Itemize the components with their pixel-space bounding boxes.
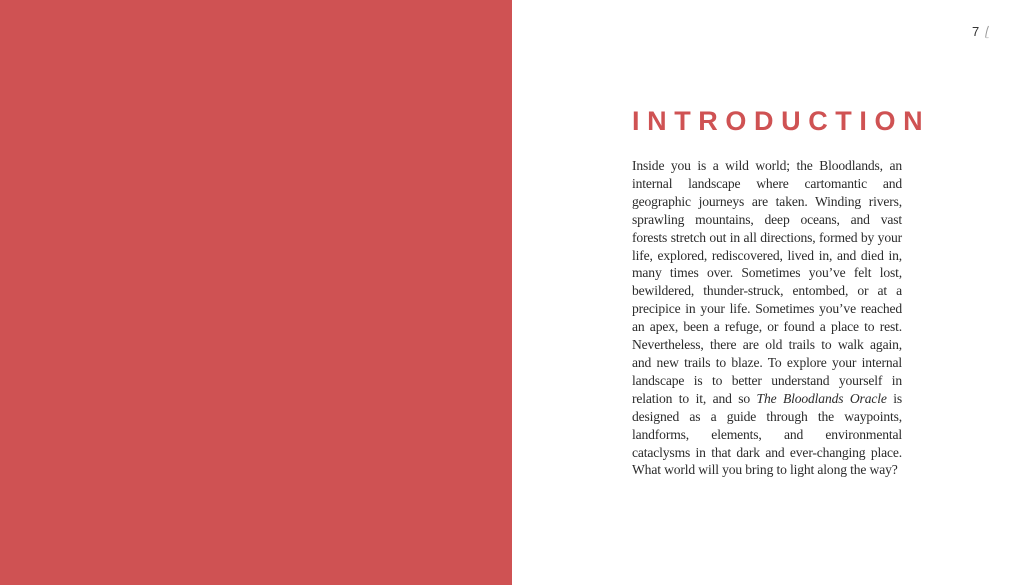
page-number: 7: [972, 24, 980, 39]
book-title: The Bloodlands Oracle: [756, 390, 887, 406]
paragraph-text-start: Inside you is a wild world; the Bloodlands, an internal landscape where cartomantic and geographic journeys are taken. Winding rivers, sprawling mountains, deep oceans, and vast forests stretch out in all directions, formed by your life, explored, rediscovered, lived in, and died in, many times over. Sometimes you’ve felt lost, bewildered, thunder-struck, entombed, or at a precipice in your life. Sometimes you’ve reached an apex, been a refuge, or found a place to rest. Nevertheless, there are old trails to walk again, and new trails to blaze. To explore your internal landscape is to better understand yourself in relation to it, and so: [632, 158, 902, 406]
introduction-paragraph: [632, 157, 902, 479]
page-title: INTRODUCTION: [632, 106, 931, 136]
paragraph-text-end: is designed as a guide through the waypoints, landforms, elements, and environmental cataclysms in that dark and ever-changing place. What world will you bring to light along the way?: [632, 390, 902, 478]
pen-flourish-icon: [984, 25, 990, 39]
right-page: [512, 0, 1024, 585]
